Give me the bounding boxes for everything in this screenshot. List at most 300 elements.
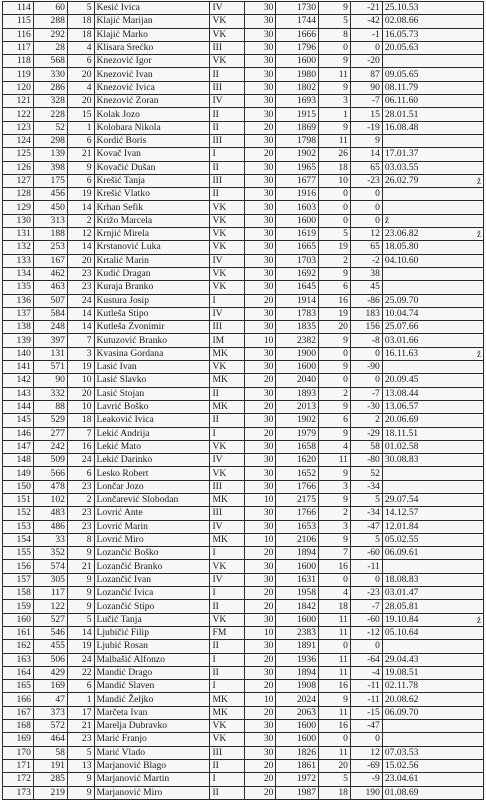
category-cell (210, 68, 244, 81)
category-cell (210, 321, 244, 334)
rating-cell (276, 560, 319, 573)
games-cell (319, 786, 351, 799)
cell-text: 28.01.51 (384, 108, 419, 120)
id-cell (33, 746, 67, 759)
games-cell (319, 387, 351, 400)
group-cell (67, 254, 94, 267)
category-cell (210, 680, 244, 693)
cell-text: 14 (370, 148, 380, 160)
cell-text: 292 (50, 28, 65, 40)
cell-text: 30 (263, 321, 274, 333)
cell-text: 9 (343, 361, 348, 373)
name-cell (94, 15, 210, 28)
cell-text: Lasić Stojan (96, 387, 145, 399)
category-cell (210, 560, 244, 573)
cell-text: 6 (343, 414, 348, 426)
cell-text: Krtalić Marin (96, 254, 149, 266)
cell-text: 60 (55, 2, 65, 14)
date-cell (382, 307, 483, 320)
cell-text: Leaković Ivica (96, 414, 154, 426)
cell-text: 153 (16, 520, 31, 532)
cell-text: 9 (343, 55, 348, 67)
row-number-cell (3, 254, 34, 267)
rating-cell (276, 706, 319, 719)
category-cell (210, 174, 244, 187)
group-cell (67, 414, 94, 427)
change-cell (350, 214, 382, 227)
cell-text: II (212, 387, 219, 399)
change-cell (350, 680, 382, 693)
cell-text: 1958 (296, 587, 317, 599)
date-cell (382, 28, 483, 41)
cell-text: 25.09.70 (384, 294, 419, 306)
cell-text: 06.11.60 (384, 95, 419, 107)
category-cell (210, 493, 244, 506)
cell-text: 253 (50, 241, 65, 253)
rating-cell (276, 573, 319, 586)
cell-text: 11 (338, 746, 348, 758)
change-cell (350, 573, 382, 586)
cell-text: 568 (50, 55, 65, 67)
cell-text: Ljubić Rosan (96, 640, 148, 652)
cell-text: 20 (263, 653, 274, 665)
k-factor-cell (244, 161, 276, 174)
cell-text: 164 (16, 666, 31, 678)
games-cell (319, 773, 351, 786)
category-cell (210, 334, 244, 347)
k-factor-cell (244, 680, 276, 693)
cell-text: -21 (367, 2, 380, 14)
games-cell (319, 347, 351, 360)
id-cell (33, 414, 67, 427)
cell-text: 29.04.43 (384, 653, 419, 665)
change-cell (350, 254, 382, 267)
gender-mark: ž (477, 614, 481, 625)
table-row (3, 600, 484, 613)
k-factor-cell (244, 281, 276, 294)
category-cell (210, 241, 244, 254)
cell-text: I (212, 680, 216, 692)
games-cell (319, 680, 351, 693)
category-cell (210, 746, 244, 759)
id-cell (33, 507, 67, 520)
cell-text: 0 (343, 374, 348, 386)
k-factor-cell (244, 533, 276, 546)
row-number-cell (3, 786, 34, 799)
cell-text: VK (212, 613, 227, 625)
cell-text: -12 (367, 627, 380, 639)
rating-cell (276, 387, 319, 400)
cell-text: 20 (263, 121, 274, 133)
row-number-cell (3, 560, 34, 573)
cell-text: IV (212, 254, 223, 266)
cell-text: 38 (370, 268, 380, 280)
cell-text: III (212, 175, 223, 186)
cell-text: VK (212, 720, 227, 732)
games-cell (319, 334, 351, 347)
group-cell (67, 41, 94, 54)
games-cell (319, 148, 351, 161)
name-cell (94, 626, 210, 639)
cell-text: 16 (338, 294, 348, 306)
cell-text: 30 (263, 201, 274, 213)
cell-text: II (212, 640, 219, 652)
cell-text: 16 (81, 440, 92, 452)
change-cell (350, 321, 382, 334)
table-row (3, 321, 484, 334)
cell-text: 30 (263, 440, 274, 452)
change-cell (350, 148, 382, 161)
table-row (3, 533, 484, 546)
cell-text: 1796 (296, 42, 317, 54)
table-row (3, 666, 484, 679)
k-factor-cell (244, 201, 276, 214)
id-cell (33, 174, 67, 187)
row-number-cell (3, 214, 34, 227)
cell-text: 1902 (296, 414, 317, 426)
games-cell (319, 15, 351, 28)
id-cell (33, 427, 67, 440)
cell-text: 219 (50, 786, 65, 798)
k-factor-cell (244, 400, 276, 413)
change-cell (350, 95, 382, 108)
id-cell (33, 600, 67, 613)
cell-text: VK (212, 560, 227, 572)
rating-cell (276, 613, 319, 626)
group-cell (67, 321, 94, 334)
cell-text: 121 (16, 95, 31, 107)
k-factor-cell (244, 267, 276, 280)
date-cell (382, 188, 483, 201)
category-cell (210, 374, 244, 387)
group-cell (67, 334, 94, 347)
cell-text: VK (212, 268, 227, 280)
table-row (3, 267, 484, 280)
cell-text: 1600 (296, 720, 317, 732)
group-cell (67, 361, 94, 374)
cell-text: 14 (81, 321, 92, 333)
name-cell (94, 294, 210, 307)
cell-text: 65 (370, 241, 380, 253)
cell-text: 1703 (296, 254, 317, 266)
table-row (3, 148, 484, 161)
games-cell (319, 587, 351, 600)
cell-text: 183 (365, 307, 380, 319)
games-cell (319, 640, 351, 653)
k-factor-cell (244, 321, 276, 334)
table-row (3, 480, 484, 493)
cell-text: 157 (16, 573, 31, 585)
rating-cell (276, 15, 319, 28)
row-number-cell (3, 134, 34, 147)
cell-text: -7 (371, 387, 380, 399)
cell-text: 1619 (296, 228, 317, 240)
rating-cell (276, 746, 319, 759)
id-cell (33, 706, 67, 719)
cell-text: 30 (263, 560, 274, 572)
group-cell (67, 427, 94, 440)
k-factor-cell (244, 640, 276, 653)
cell-text: Krstanović Luka (96, 241, 161, 253)
cell-text: -11 (367, 680, 380, 692)
cell-text: -23 (367, 587, 380, 599)
cell-text: 120 (16, 81, 31, 93)
row-number-cell (3, 493, 34, 506)
group-cell (67, 267, 94, 280)
cell-text: 1665 (296, 241, 317, 253)
rating-cell (276, 626, 319, 639)
cell-text: 23.04.61 (384, 773, 419, 785)
category-cell (210, 387, 244, 400)
cell-text: 20 (338, 321, 348, 333)
cell-text: Lozančić Branko (96, 560, 163, 572)
games-cell (319, 733, 351, 746)
cell-text: 147 (16, 440, 31, 452)
date-cell (382, 454, 483, 467)
cell-text: 52 (370, 467, 380, 479)
id-cell (33, 148, 67, 161)
group-cell (67, 387, 94, 400)
cell-text: Lekić Andrija (96, 427, 150, 439)
change-cell (350, 174, 382, 187)
row-number-cell (3, 693, 34, 706)
cell-text: -7 (371, 600, 380, 612)
cell-text: 2063 (296, 706, 317, 718)
rating-cell (276, 759, 319, 772)
group-cell (67, 214, 94, 227)
cell-text: -11 (367, 693, 380, 705)
cell-text: 30 (263, 2, 274, 14)
group-cell (67, 121, 94, 134)
category-cell (210, 214, 244, 227)
cell-text: 21 (81, 560, 92, 572)
name-cell (94, 706, 210, 719)
k-factor-cell (244, 95, 276, 108)
change-cell (350, 626, 382, 639)
name-cell (94, 81, 210, 94)
row-number-cell (3, 108, 34, 121)
cell-text: 133 (16, 254, 31, 266)
group-cell (67, 547, 94, 560)
table-body (3, 2, 484, 800)
rating-cell (276, 334, 319, 347)
group-cell (67, 228, 94, 241)
cell-text: 9 (343, 121, 348, 133)
date-cell (382, 81, 483, 94)
cell-text: 9 (86, 773, 92, 785)
name-cell (94, 228, 210, 241)
group-cell (67, 666, 94, 679)
cell-text: 10 (263, 494, 274, 506)
cell-text: 23 (81, 281, 92, 293)
cell-text: IV (212, 2, 223, 14)
id-cell (33, 108, 67, 121)
date-cell (382, 653, 483, 666)
cell-text: 118 (16, 55, 31, 67)
cell-text: 0 (375, 201, 380, 213)
cell-text: 6 (86, 55, 92, 67)
id-cell (33, 467, 67, 480)
cell-text: III (212, 507, 223, 519)
date-cell (382, 440, 483, 453)
cell-text: Mandić Slaven (96, 680, 155, 692)
row-number-cell (3, 334, 34, 347)
category-cell (210, 400, 244, 413)
id-cell (33, 387, 67, 400)
cell-text: 16.08.48 (384, 121, 419, 133)
group-cell (67, 400, 94, 413)
date-cell (382, 547, 483, 560)
cell-text: Krešić Tanja (96, 175, 145, 186)
cell-text: 24 (81, 454, 92, 466)
cell-text: 14 (81, 627, 92, 639)
table-row (3, 414, 484, 427)
cell-text: ž (384, 214, 390, 226)
name-cell (94, 653, 210, 666)
k-factor-cell (244, 786, 276, 799)
row-number-cell (3, 746, 34, 759)
cell-text: 30 (263, 414, 274, 426)
name-cell (94, 454, 210, 467)
change-cell (350, 746, 382, 759)
cell-text: 143 (16, 387, 31, 399)
cell-text: VK (212, 733, 227, 745)
rating-cell (276, 321, 319, 334)
name-cell (94, 786, 210, 799)
k-factor-cell (244, 15, 276, 28)
k-factor-cell (244, 520, 276, 533)
cell-text: Knezović Ivica (96, 81, 155, 93)
cell-text: 1600 (296, 361, 317, 373)
category-cell (210, 95, 244, 108)
cell-text: 2 (86, 494, 92, 506)
games-cell (319, 55, 351, 68)
group-cell (67, 480, 94, 493)
cell-text: 28 (55, 42, 65, 54)
cell-text: IV (212, 454, 223, 466)
name-cell (94, 600, 210, 613)
name-cell (94, 174, 210, 187)
cell-text: 06.09.70 (384, 706, 419, 718)
date-cell (382, 41, 483, 54)
cell-text: VK (212, 228, 227, 240)
cell-text: 1979 (296, 427, 317, 439)
cell-text: 9 (86, 573, 92, 585)
cell-text: 87 (370, 68, 380, 80)
change-cell (350, 267, 382, 280)
cell-text: 1916 (296, 188, 317, 200)
row-number-cell (3, 148, 34, 161)
name-cell (94, 241, 210, 254)
cell-text: 4 (343, 587, 348, 599)
cell-text: 9 (343, 693, 348, 705)
cell-text: 1900 (296, 347, 317, 359)
rating-cell (276, 693, 319, 706)
row-number-cell (3, 587, 34, 600)
k-factor-cell (244, 600, 276, 613)
cell-text: 9 (375, 135, 380, 147)
name-cell (94, 161, 210, 174)
cell-text: 1980 (296, 68, 317, 80)
k-factor-cell (244, 653, 276, 666)
cell-text: 21 (81, 720, 92, 732)
change-cell (350, 733, 382, 746)
cell-text: 0 (375, 573, 380, 585)
cell-text: 30.08.83 (384, 454, 419, 466)
group-cell (67, 786, 94, 799)
cell-text: 19.10.84 (384, 613, 419, 625)
rating-cell (276, 640, 319, 653)
cell-text: Lončarević Slobodan (96, 494, 179, 506)
games-cell (319, 467, 351, 480)
cell-text: 125 (16, 148, 31, 160)
row-number-cell (3, 321, 34, 334)
cell-text: 450 (50, 201, 65, 213)
change-cell (350, 161, 382, 174)
rating-cell (276, 281, 319, 294)
change-cell (350, 201, 382, 214)
cell-text: 19.08.51 (384, 666, 419, 678)
name-cell (94, 28, 210, 41)
cell-text: 58 (370, 440, 380, 452)
category-cell (210, 653, 244, 666)
row-number-cell (3, 759, 34, 772)
cell-text: Lozančić Boško (96, 547, 159, 559)
date-cell (382, 666, 483, 679)
cell-text: 30 (263, 467, 274, 479)
change-cell (350, 15, 382, 28)
date-cell (382, 587, 483, 600)
cell-text: 3 (86, 347, 92, 359)
name-cell (94, 400, 210, 413)
cell-text: Lavrić Boško (96, 401, 149, 413)
cell-text: 139 (16, 334, 31, 346)
cell-text: II (212, 786, 219, 798)
change-cell (350, 613, 382, 626)
cell-text: 1861 (296, 760, 317, 772)
date-cell (382, 15, 483, 28)
date-cell (382, 68, 483, 81)
cell-text: 15.02.56 (384, 760, 419, 772)
change-cell (350, 347, 382, 360)
k-factor-cell (244, 241, 276, 254)
id-cell (33, 560, 67, 573)
cell-text: 47 (55, 693, 65, 705)
cell-text: II (212, 121, 219, 133)
row-number-cell (3, 267, 34, 280)
cell-text: 30 (263, 746, 274, 758)
k-factor-cell (244, 746, 276, 759)
games-cell (319, 267, 351, 280)
cell-text: 30 (263, 268, 274, 280)
name-cell (94, 374, 210, 387)
k-factor-cell (244, 454, 276, 467)
category-cell (210, 414, 244, 427)
rating-cell (276, 307, 319, 320)
cell-text: 20 (81, 387, 92, 399)
name-cell (94, 680, 210, 693)
cell-text: 30 (263, 666, 274, 678)
change-cell (350, 121, 382, 134)
games-cell (319, 321, 351, 334)
cell-text: 16 (338, 560, 348, 572)
cell-text: III (212, 746, 223, 758)
cell-text: 2383 (296, 627, 317, 639)
change-cell (350, 387, 382, 400)
cell-text: 117 (16, 42, 31, 54)
k-factor-cell (244, 334, 276, 347)
name-cell (94, 188, 210, 201)
